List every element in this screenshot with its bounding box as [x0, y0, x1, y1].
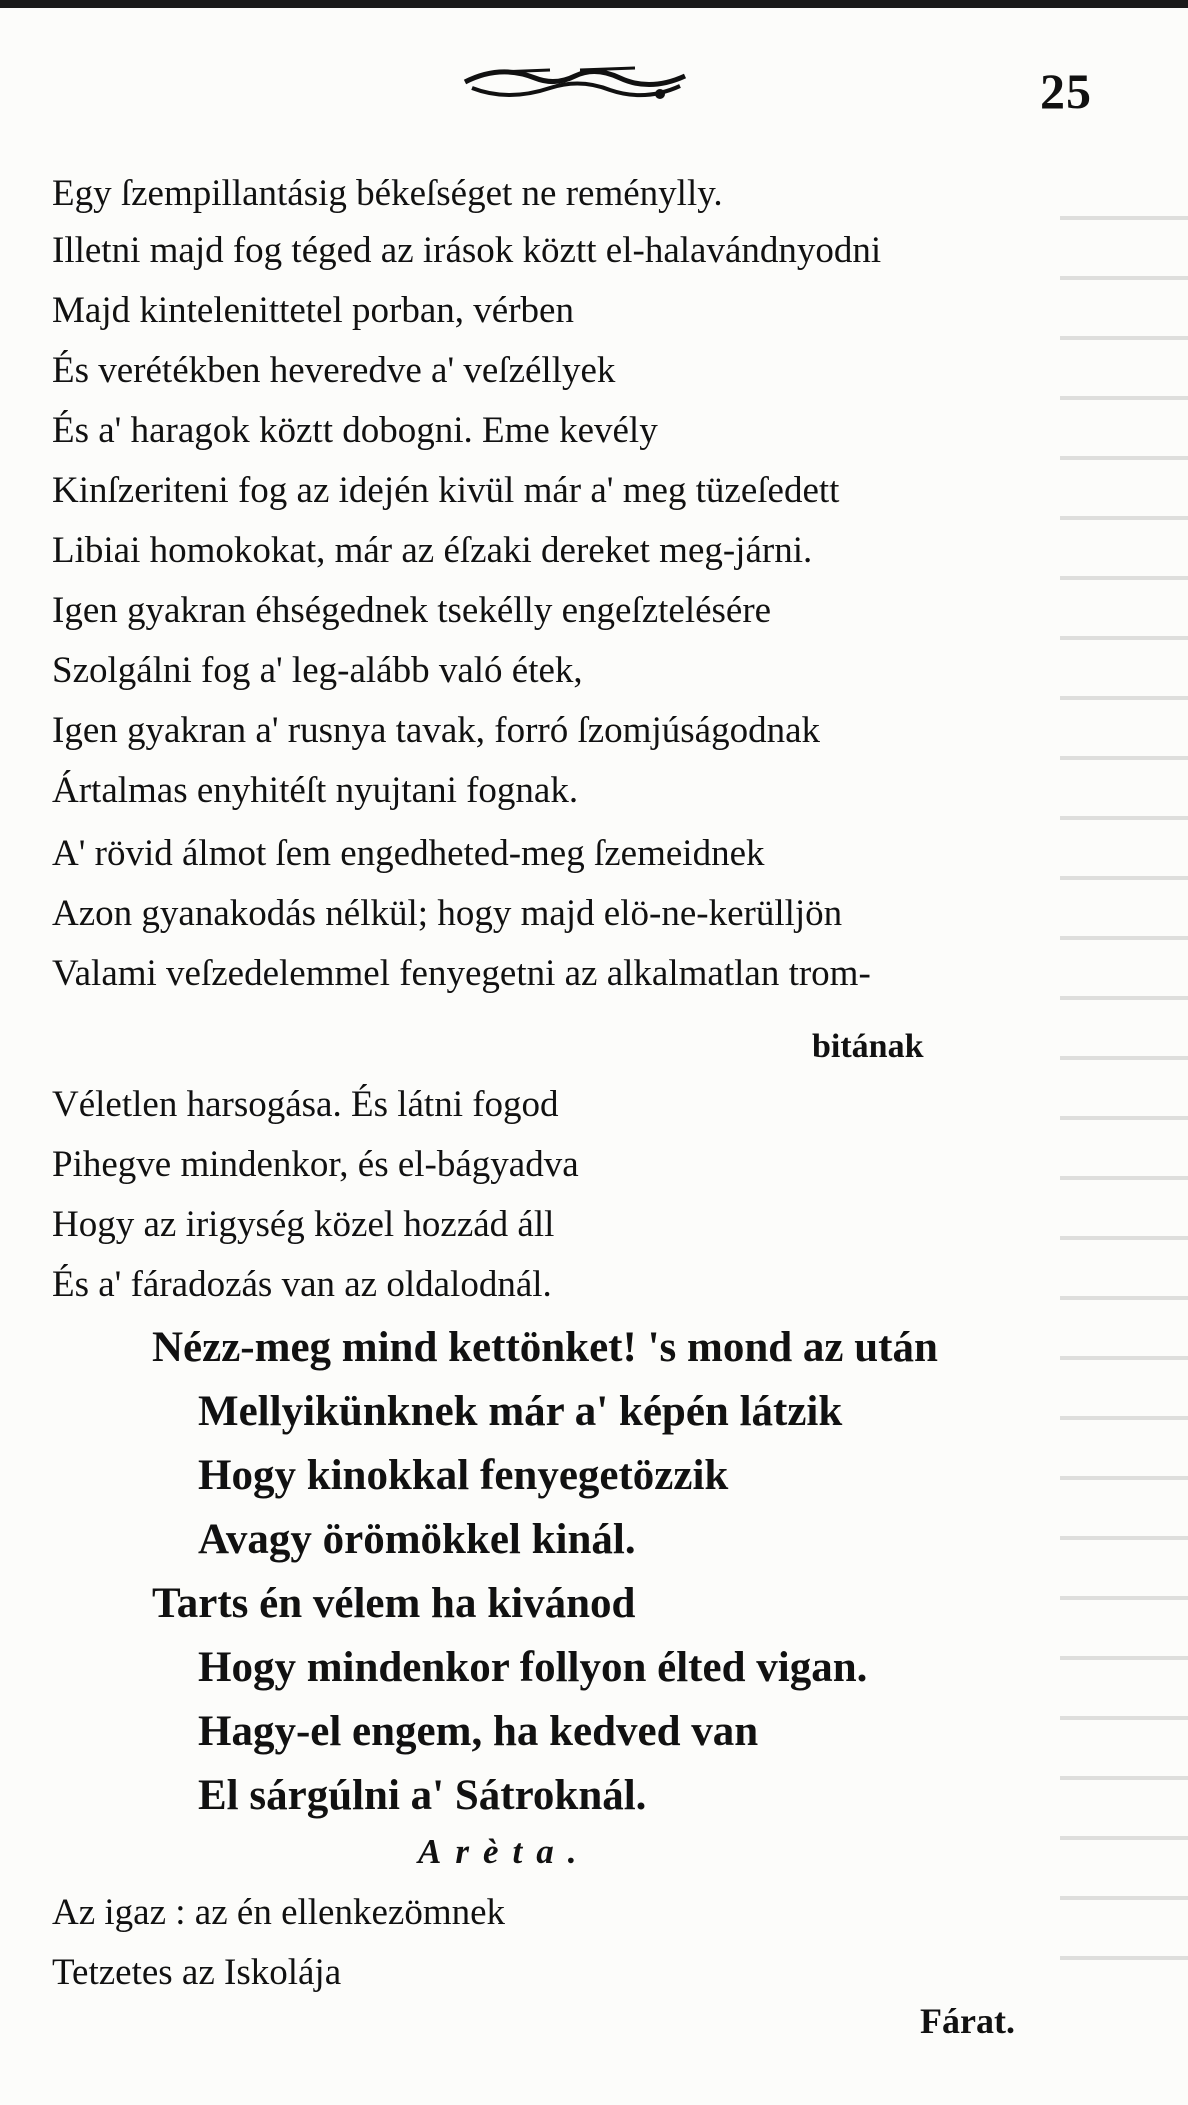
- text-line: Hogy az irigység közel hozzád áll: [52, 1204, 555, 1245]
- text-line: Libiai homokokat, már az éſzaki dereket meg-járni.: [52, 530, 813, 571]
- aria-line: Hogy mindenkor follyon élted vigan.: [198, 1644, 868, 1691]
- text-line: Véletlen harsogása. És látni fogod: [52, 1084, 559, 1125]
- text-line: Pihegve mindenkor, és el-bágyadva: [52, 1144, 579, 1185]
- aria-line: Hogy kinokkal fenyegetözzik: [198, 1452, 729, 1499]
- aria-heading: Arèta.: [418, 1832, 591, 1871]
- text-line: Valami veſzedelemmel fenyegetni az alkalmatlan trom-: [52, 953, 871, 994]
- text-line: Szolgálni fog a' leg-alább való étek,: [52, 650, 583, 691]
- aria-line: El sárgúlni a' Sátroknál.: [198, 1772, 647, 1819]
- text-line: Igen gyakran éhségednek tsekélly engeſztelésére: [52, 590, 772, 631]
- text-line: Tetzetes az Iskolája: [52, 1952, 342, 1993]
- text-line: Majd kintelenittetel porban, vérben: [52, 290, 574, 331]
- text-line: Az igaz : az én ellenkezömnek: [52, 1892, 506, 1933]
- text-line: És a' haragok köztt dobogni. Eme kevély: [52, 410, 658, 451]
- turnover-word: bitának: [812, 1028, 924, 1065]
- speaker-signature: Fárat.: [920, 2001, 1015, 2041]
- text-line: Ártalmas enyhitéſt nyujtani fognak.: [52, 770, 579, 811]
- text-line: Igen gyakran a' rusnya tavak, forró ſzomjúságodnak: [52, 710, 820, 751]
- text-line: És verétékben heveredve a' veſzéllyek: [52, 350, 616, 391]
- aria-line: Nézz-meg mind kettönket! 's mond az után: [152, 1324, 938, 1371]
- text-line: És a' fáradozás van az oldalodnál.: [52, 1264, 552, 1305]
- page-number: 25: [1040, 63, 1092, 119]
- page-top-edge: [0, 0, 1188, 8]
- text-line: Kinſzeriteni fog az idején kivül már a' meg tüzeſedett: [52, 470, 840, 511]
- aria-line: Avagy örömökkel kinál.: [198, 1516, 636, 1563]
- aria-line: Hagy-el engem, ha kedved van: [198, 1708, 759, 1755]
- ornament-icon: [460, 58, 690, 106]
- text-line: Egy ſzempillantásig békeſséget ne reménylly.: [52, 173, 723, 214]
- text-line: Illetni majd fog téged az irások köztt el-halavándnyodni: [52, 230, 882, 271]
- bleed-through-shadow: [1060, 180, 1188, 1980]
- text-line: Azon gyanakodás nélkül; hogy majd elö-ne-kerülljön: [52, 893, 843, 934]
- text-line: A' rövid álmot ſem engedheted-meg ſzemeidnek: [52, 833, 765, 874]
- aria-line: Tarts én vélem ha kivánod: [152, 1580, 636, 1627]
- aria-line: Mellyikünknek már a' képén látzik: [198, 1388, 843, 1435]
